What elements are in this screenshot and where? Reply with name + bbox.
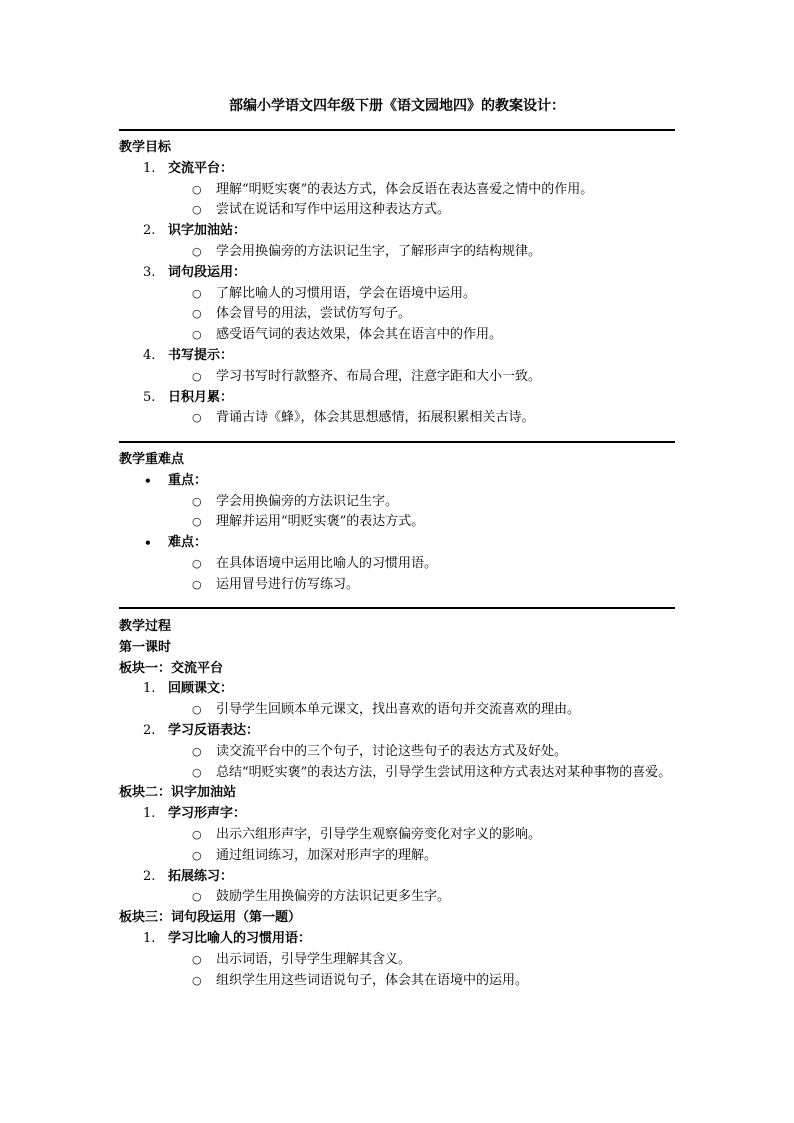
item-label: 日积月累： (168, 389, 234, 405)
sub-item-text: 了解比喻人的习惯用语，学会在语境中运用。 (216, 285, 477, 301)
item-label: 学习反语表达： (168, 722, 260, 738)
circle-bullet-icon: ○ (192, 556, 202, 570)
sub-item (119, 700, 675, 721)
circle-bullet-icon: ○ (192, 182, 202, 196)
item-number: 5. (143, 389, 156, 405)
keypoints-section (119, 450, 675, 596)
circle-bullet-icon: ○ (192, 411, 202, 425)
sub-item (119, 200, 675, 221)
sub-item-text: 总结“明贬实褒”的表达方法，引导学生尝试用这种方式表达对某种事物的喜爱。 (216, 764, 672, 780)
process-item (119, 721, 675, 742)
sub-item (119, 825, 675, 846)
sub-item (119, 492, 675, 513)
item-label: 难点： (168, 535, 208, 551)
circle-bullet-icon: ○ (192, 515, 202, 529)
item-number: 2. (143, 223, 156, 239)
sub-item-text: 背诵古诗《蜂》，体会其思想感情，拓展积累相关古诗。 (216, 410, 535, 426)
lesson-title: 第一课时 (119, 639, 172, 655)
item-label: 交流平台： (168, 160, 234, 176)
objective-item (119, 388, 675, 409)
sub-item-text: 体会冒号的用法，尝试仿写句子。 (216, 306, 412, 322)
sub-item (119, 180, 675, 201)
item-number: 1. (143, 160, 156, 176)
objective-item (119, 346, 675, 367)
sub-item-text: 学会用换偏旁的方法识记生字，了解形声字的结构规律。 (216, 243, 542, 259)
process-section (119, 617, 675, 991)
circle-bullet-icon: ○ (192, 203, 202, 217)
circle-bullet-icon: ○ (192, 286, 202, 300)
item-label: 识字加油站： (168, 223, 247, 239)
sub-item-text: 理解“明贬实褒”的表达方式，体会反语在表达喜爱之情中的作用。 (216, 181, 594, 197)
sub-item (119, 846, 675, 867)
circle-bullet-icon: ○ (192, 703, 202, 717)
item-number: 1. (143, 930, 156, 946)
sub-item (119, 575, 675, 596)
sub-item-text: 在具体语境中运用比喻人的习惯用语。 (216, 555, 438, 571)
sub-item-text: 引导学生回顾本单元课文，找出喜欢的语句并交流喜欢的理由。 (216, 702, 581, 718)
sub-item (119, 284, 675, 305)
objective-item (119, 221, 675, 242)
sub-item (119, 554, 675, 575)
item-number: 2. (143, 722, 156, 738)
sub-item-text: 理解并运用“明贬实褒”的表达方式。 (216, 514, 425, 530)
sub-item-text: 组织学生用这些词语说句子，体会其在语境中的运用。 (216, 972, 529, 988)
sub-item (119, 242, 675, 263)
item-label: 回顾课文： (168, 681, 234, 697)
objectives-heading: 教学目标 (119, 140, 172, 155)
block-title: 板块二：识字加油站 (119, 785, 237, 801)
circle-bullet-icon: ○ (192, 827, 202, 841)
process-item (119, 679, 675, 700)
circle-bullet-icon: ○ (192, 494, 202, 508)
block-title: 板块一：交流平台 (119, 660, 224, 676)
bullet-icon: • (144, 536, 152, 551)
sub-item (119, 742, 675, 763)
item-label: 重点： (168, 472, 208, 488)
item-number: 3. (143, 264, 156, 280)
objective-item (119, 159, 675, 180)
circle-bullet-icon: ○ (192, 244, 202, 258)
sub-item-text: 鼓励学生用换偏旁的方法识记更多生字。 (216, 889, 451, 905)
sub-item-text: 尝试在说话和写作中运用这种表达方式。 (216, 202, 451, 218)
item-number: 1. (143, 681, 156, 697)
process-item (119, 929, 675, 950)
bullet-icon: • (144, 473, 152, 488)
item-label: 学习形声字： (168, 806, 247, 822)
circle-bullet-icon: ○ (192, 577, 202, 591)
sub-item-text: 出示六组形声字，引导学生观察偏旁变化对字义的影响。 (216, 826, 542, 842)
circle-bullet-icon: ○ (192, 890, 202, 904)
objective-item (119, 263, 675, 284)
block-title: 板块三：词句段运用（第一题） (119, 910, 302, 926)
section-divider (119, 129, 675, 131)
sub-item (119, 304, 675, 325)
item-label: 词句段运用： (168, 264, 247, 280)
sub-item-text: 运用冒号进行仿写练习。 (216, 576, 360, 592)
sub-item (119, 512, 675, 533)
sub-item-text: 感受语气词的表达效果，体会其在语言中的作用。 (216, 327, 503, 343)
section-divider (119, 441, 675, 443)
sub-item-text: 读交流平台中的三个句子，讨论这些句子的表达方式及好处。 (216, 743, 568, 759)
item-label: 学习比喻人的习惯用语： (168, 930, 312, 946)
circle-bullet-icon: ○ (192, 952, 202, 966)
sub-item-text: 通过组词练习，加深对形声字的理解。 (216, 847, 438, 863)
item-number: 2. (143, 868, 156, 884)
circle-bullet-icon: ○ (192, 744, 202, 758)
keypoint-item (119, 533, 675, 554)
sub-item (119, 408, 675, 429)
circle-bullet-icon: ○ (192, 765, 202, 779)
sub-item (119, 971, 675, 992)
sub-item-text: 出示词语，引导学生理解其含义。 (216, 951, 412, 967)
item-number: 4. (143, 347, 156, 363)
circle-bullet-icon: ○ (192, 307, 202, 321)
item-label: 拓展练习： (168, 868, 234, 884)
sub-item (119, 325, 675, 346)
keypoints-heading: 教学重难点 (119, 452, 185, 467)
circle-bullet-icon: ○ (192, 973, 202, 987)
sub-item (119, 950, 675, 971)
circle-bullet-icon: ○ (192, 369, 202, 383)
circle-bullet-icon: ○ (192, 328, 202, 342)
section-divider (119, 607, 675, 609)
circle-bullet-icon: ○ (192, 848, 202, 862)
process-item (119, 804, 675, 825)
item-label: 书写提示： (168, 347, 234, 363)
process-heading: 教学过程 (119, 619, 172, 634)
objectives-section (119, 138, 675, 429)
item-number: 1. (143, 806, 156, 822)
sub-item (119, 367, 675, 388)
document-title: 部编小学语文四年级下册《语文园地四》的教案设计： (229, 98, 565, 114)
sub-item-text: 学习书写时行款整齐、布局合理，注意字距和大小一致。 (216, 368, 542, 384)
process-item (119, 867, 675, 888)
sub-item (119, 887, 675, 908)
keypoint-item (119, 471, 675, 492)
sub-item (119, 763, 675, 784)
sub-item-text: 学会用换偏旁的方法识记生字。 (216, 493, 399, 509)
